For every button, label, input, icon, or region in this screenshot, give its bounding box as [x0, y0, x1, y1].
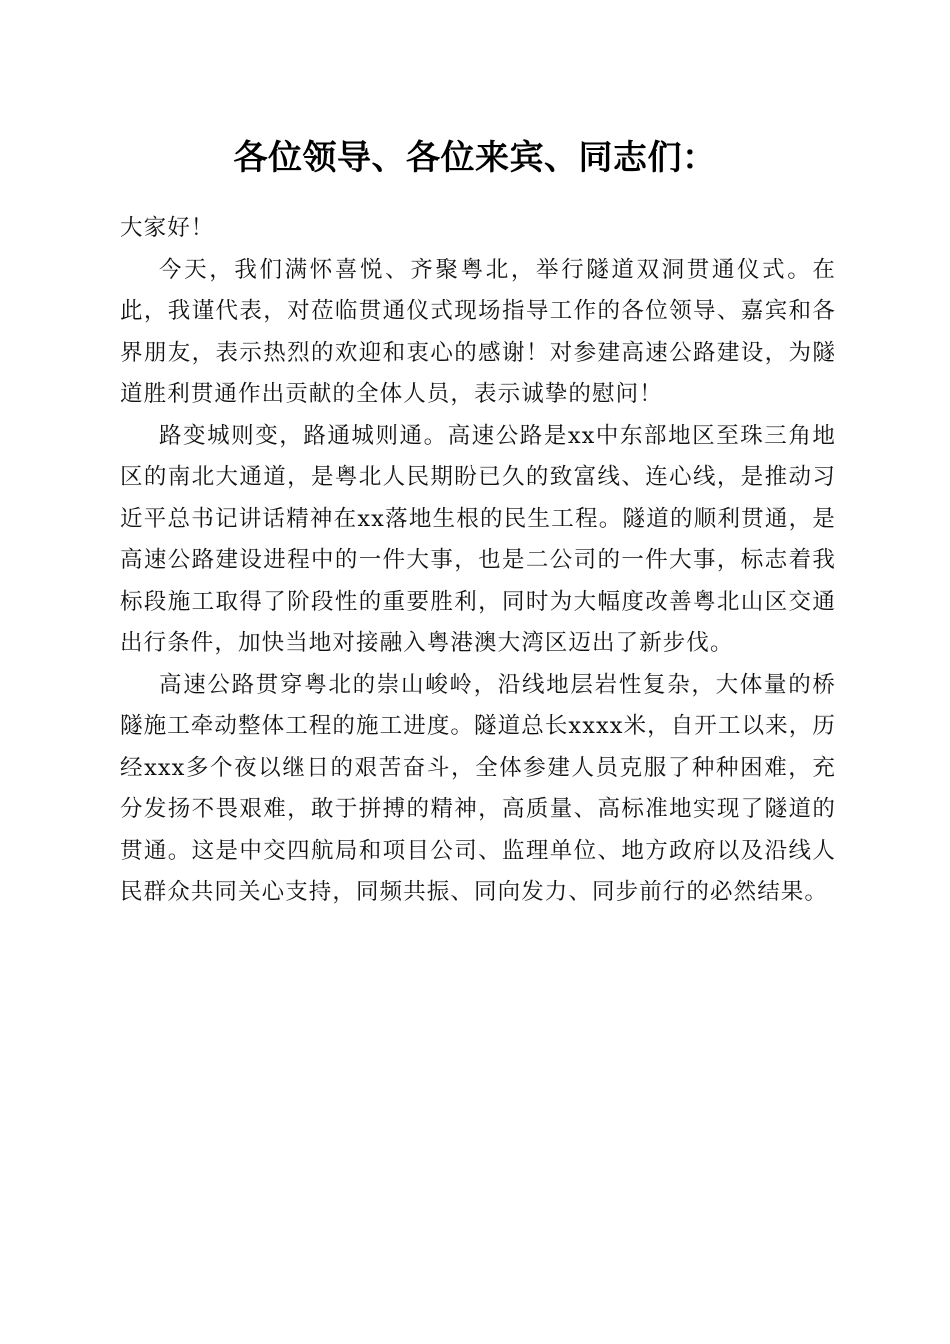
- paragraph-achievement: 高速公路贯穿粤北的崇山峻岭，沿线地层岩性复杂，大体量的桥隧施工牵动整体工程的施工进度。隧道总长xxxx米，自开工以来，历经xxx多个夜以继日的艰苦奋斗，全体参建人员克服了种种困难，充分发扬不畏艰难，敢于拼搏的精神，高质量、高标准地实现了隧道的贯通。这是中交四航局和项目公司、监理单位、地方政府以及沿线人民群众共同关心支持，同频共振、同向发力、同步前行的必然结果。: [120, 671, 836, 905]
- paragraph-opening: 今天，我们满怀喜悦、齐聚粤北，举行隧道双洞贯通仪式。在此，我谨代表，对莅临贯通仪式现场指导工作的各位领导、嘉宾和各界朋友，表示热烈的欢迎和衷心的感谢！对参建高速公路建设，为隧道胜利贯通作出贡献的全体人员，表示诚挚的慰问！: [120, 256, 836, 407]
- page-title: 各位领导、各位来宾、同志们：: [233, 138, 717, 178]
- paragraph-significance: 路变城则变，路通城则通。高速公路是xx中东部地区至珠三角地区的南北大通道，是粤北人民期盼已久的致富线、连心线，是推动习近平总书记讲话精神在xx落地生根的民生工程。隧道的顺利贯通，是高速公路建设进程中的一件大事，也是二公司的一件大事，标志着我标段施工取得了阶段性的重要胜利，同时为大幅度改善粤北山区交通出行条件，加快当地对接融入粤港澳大湾区迈出了新步伐。: [120, 422, 836, 656]
- speech-body: [120, 208, 836, 914]
- greeting: 大家好！: [120, 215, 215, 241]
